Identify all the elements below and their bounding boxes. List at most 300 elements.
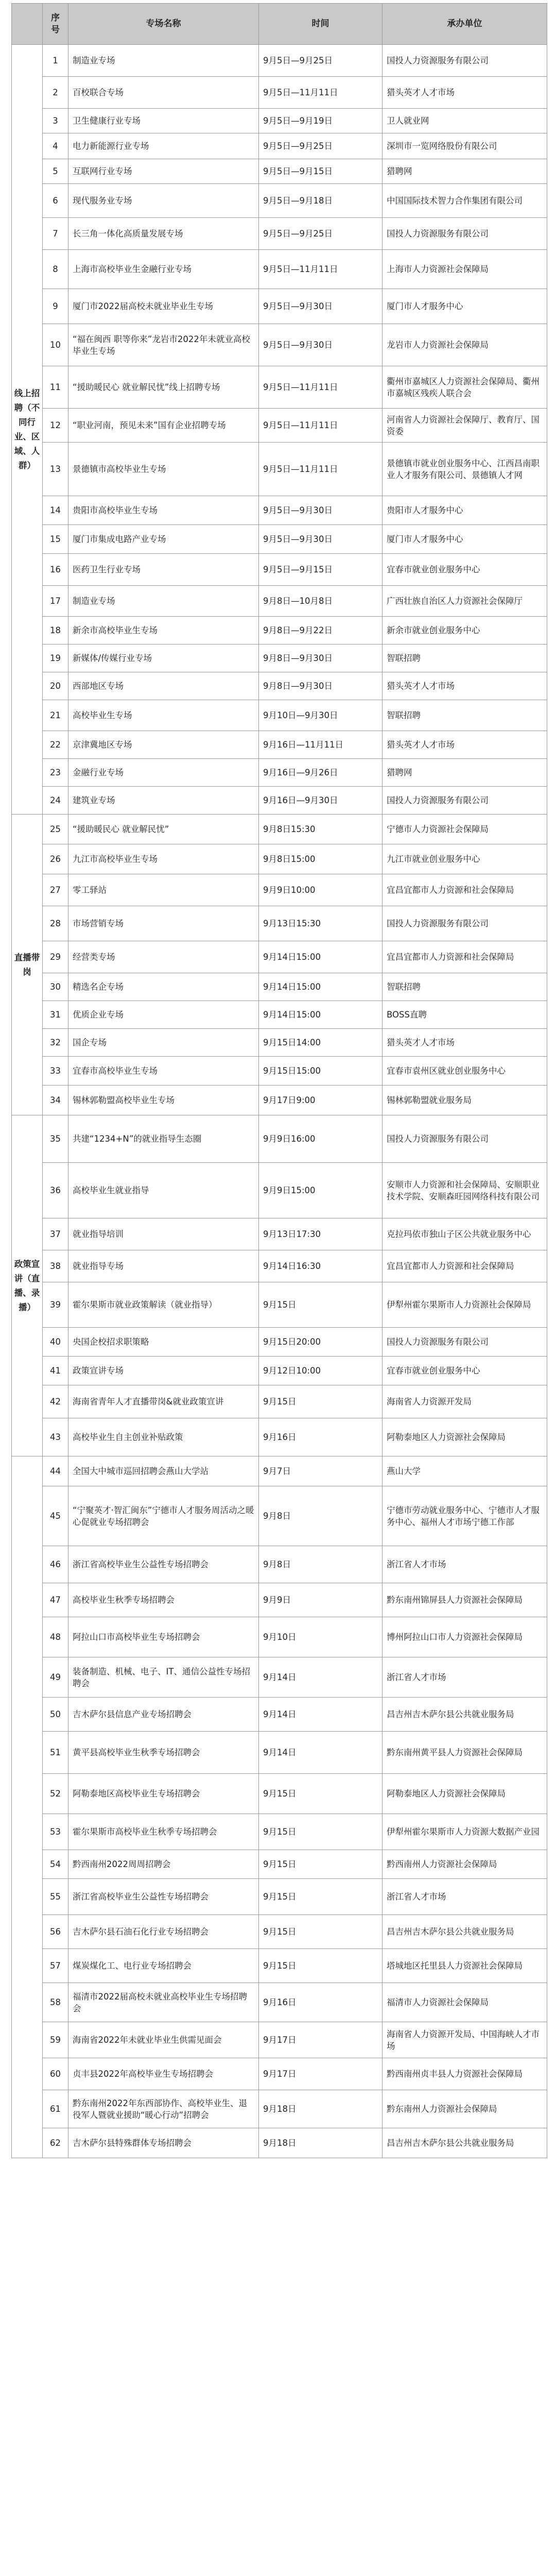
session-name: 黄平县高校毕业生秋季专场招聘会 (68, 1732, 259, 1774)
organizer: 海南省人力资源开发局 (383, 1385, 547, 1418)
session-name: 国企专场 (68, 1029, 259, 1057)
session-name: “职业河南，预见未来”国有企业招聘专场 (68, 409, 259, 443)
organizer: 浙江省人才市场 (383, 1879, 547, 1915)
session-name: 锡林郭勒盟高校毕业生专场 (68, 1086, 259, 1115)
session-time: 9月14日 (259, 1698, 383, 1732)
row-number: 51 (43, 1732, 68, 1774)
session-name: 装备制造、机械、电子、IT、通信公益性专场招聘会 (68, 1657, 259, 1698)
organizer: 燕山大学 (383, 1456, 547, 1486)
table-row (12, 2022, 547, 2058)
organizer: 智联招聘 (383, 700, 547, 731)
row-number: 24 (43, 787, 68, 815)
category-label: 直播带岗 (14, 952, 40, 977)
row-number: 55 (43, 1879, 68, 1915)
organizer: 浙江省人才市场 (383, 1546, 547, 1583)
session-time: 9月16日 (259, 1418, 383, 1456)
session-time: 9月17日9:00 (259, 1086, 383, 1115)
session-name: 就业指导专场 (68, 1250, 259, 1282)
session-time: 9月5日—11月11日 (259, 409, 383, 443)
row-number: 8 (43, 250, 68, 289)
organizer: 宁德市劳动就业服务中心、宁德市人才服务中心、福州人才市场宁德工作部 (383, 1486, 547, 1546)
organizer: 贵阳市人才服务中心 (383, 496, 547, 525)
session-time: 9月5日—11月11日 (259, 443, 383, 496)
row-number: 1 (43, 45, 68, 77)
table-row (12, 874, 547, 906)
session-time: 9月15日 (259, 1282, 383, 1328)
table-row (12, 1879, 547, 1915)
session-time: 9月9日10:00 (259, 874, 383, 906)
organizer: 国投人力资源服务有限公司 (383, 218, 547, 250)
row-number: 23 (43, 759, 68, 787)
table-row (12, 1814, 547, 1850)
table-row (12, 759, 547, 787)
organizer: 昌吉州吉木萨尔县公共就业服务局 (383, 2128, 547, 2158)
header-category (12, 4, 43, 45)
organizer: 阿勒泰地区人力资源社会保障局 (383, 1418, 547, 1456)
session-time: 9月13日17:30 (259, 1218, 383, 1250)
session-name: “宁聚英才·智汇闽东”宁德市人才服务周活动之暖心促就业专场招聘会 (68, 1486, 259, 1546)
session-time: 9月5日—9月19日 (259, 109, 383, 133)
table-row (12, 1282, 547, 1328)
organizer: 昌吉州吉木萨尔县公共就业服务局 (383, 1698, 547, 1732)
organizer: 黔西南州人力资源社会保障局 (383, 1850, 547, 1879)
session-name: 京津冀地区专场 (68, 731, 259, 759)
session-time: 9月8日—9月30日 (259, 645, 383, 672)
session-name: 优质企业专场 (68, 1001, 259, 1029)
session-name: 卫生健康行业专场 (68, 109, 259, 133)
organizer: 智联招聘 (383, 973, 547, 1001)
row-number: 9 (43, 289, 68, 324)
session-name: “援助暖民心 就业解民忧”线上招聘专场 (68, 366, 259, 409)
session-name: 医药卫生行业专场 (68, 554, 259, 586)
row-number: 38 (43, 1250, 68, 1282)
table-row (12, 1915, 547, 1949)
row-number: 16 (43, 554, 68, 586)
organizer: 伊犁州霍尔果斯市人力资源社会保障局 (383, 1282, 547, 1328)
session-name: 新媒体/传媒行业专场 (68, 645, 259, 672)
row-number: 47 (43, 1583, 68, 1617)
table-row (12, 1949, 547, 1983)
row-number: 4 (43, 133, 68, 159)
organizer: 塔城地区托里县人力资源社会保障局 (383, 1949, 547, 1983)
row-number: 35 (43, 1115, 68, 1163)
table-row (12, 973, 547, 1001)
session-name: 吉木萨尔县信息产业专场招聘会 (68, 1698, 259, 1732)
row-number: 39 (43, 1282, 68, 1328)
session-name: 上海市高校毕业生金融行业专场 (68, 250, 259, 289)
table-row (12, 496, 547, 525)
organizer: 国投人力资源服务有限公司 (383, 906, 547, 941)
row-number: 58 (43, 1983, 68, 2022)
organizer: 上海市人力资源社会保障局 (383, 250, 547, 289)
session-name: 贞丰县2022年高校毕业生专场招聘会 (68, 2058, 259, 2090)
organizer: 猎聘网 (383, 159, 547, 184)
row-number: 56 (43, 1915, 68, 1949)
table-row (12, 586, 547, 617)
session-name: 浙江省高校毕业生公益性专场招聘会 (68, 1546, 259, 1583)
header-number: 序号 (43, 4, 68, 45)
organizer: 猎头英才人才市场 (383, 731, 547, 759)
table-header-row (12, 4, 547, 45)
job-fair-schedule-table (11, 3, 547, 2158)
organizer: 伊犁州霍尔果斯市人力资源大数据产业园 (383, 1814, 547, 1850)
table-row (12, 700, 547, 731)
row-number: 60 (43, 2058, 68, 2090)
row-number: 54 (43, 1850, 68, 1879)
row-number: 30 (43, 973, 68, 1001)
session-time: 9月18日 (259, 2128, 383, 2158)
table-row (12, 159, 547, 184)
session-name: 共建“1234+N”的就业指导生态圈 (68, 1115, 259, 1163)
organizer: 深圳市一览网络股份有限公司 (383, 133, 547, 159)
organizer: 黔东南州人力资源社会保障局 (383, 2090, 547, 2128)
category-cell (12, 1456, 43, 2158)
session-name: 经营类专场 (68, 941, 259, 973)
organizer: 厦门市人才服务中心 (383, 525, 547, 554)
session-name: 长三角一体化高质量发展专场 (68, 218, 259, 250)
session-time: 9月5日—9月15日 (259, 159, 383, 184)
session-time: 9月16日—9月26日 (259, 759, 383, 787)
row-number: 31 (43, 1001, 68, 1029)
organizer: 宜春市就业创业服务中心 (383, 554, 547, 586)
table-row (12, 1057, 547, 1086)
table-row (12, 184, 547, 218)
table-row (12, 1357, 547, 1385)
session-time: 9月14日 (259, 1657, 383, 1698)
table-row (12, 2058, 547, 2090)
table-row (12, 1983, 547, 2022)
table-row (12, 1617, 547, 1657)
session-time: 9月10日—9月30日 (259, 700, 383, 731)
row-number: 33 (43, 1057, 68, 1086)
session-name: 高校毕业生自主创业补贴政策 (68, 1418, 259, 1456)
organizer: 中国国际技术智力合作集团有限公司 (383, 184, 547, 218)
row-number: 32 (43, 1029, 68, 1057)
organizer: 卫人就业网 (383, 109, 547, 133)
row-number: 52 (43, 1774, 68, 1814)
row-number: 26 (43, 844, 68, 874)
session-name: 精选名企专场 (68, 973, 259, 1001)
session-time: 9月14日15:00 (259, 941, 383, 973)
category-label: 线上招聘（不同行业、区域、人群） (14, 388, 40, 470)
organizer: 猎聘网 (383, 759, 547, 787)
table-row (12, 133, 547, 159)
table-row (12, 941, 547, 973)
organizer: 龙岩市人力资源社会保障局 (383, 324, 547, 366)
session-name: 阿勒泰地区高校毕业生专场招聘会 (68, 1774, 259, 1814)
session-time: 9月14日15:00 (259, 973, 383, 1001)
session-name: 新余市高校毕业生专场 (68, 617, 259, 645)
row-number: 48 (43, 1617, 68, 1657)
session-time: 9月13日15:30 (259, 906, 383, 941)
session-name: 景德镇市高校毕业生专场 (68, 443, 259, 496)
table-row (12, 1774, 547, 1814)
table-row (12, 787, 547, 815)
organizer: 克拉玛依市独山子区公共就业服务中心 (383, 1218, 547, 1250)
table-row (12, 844, 547, 874)
header-session-name: 专场名称 (68, 4, 259, 45)
table-row (12, 1001, 547, 1029)
session-time: 9月14日 (259, 1732, 383, 1774)
table-row (12, 1115, 547, 1163)
session-name: 霍尔果斯市就业政策解读（就业指导） (68, 1282, 259, 1328)
session-name: 零工驿站 (68, 874, 259, 906)
row-number: 37 (43, 1218, 68, 1250)
organizer: 安顺市人力资源和社会保障局、安顺职业技术学院、安顺森旺园网络科技有限公司 (383, 1163, 547, 1218)
table-row (12, 554, 547, 586)
session-time: 9月14日15:00 (259, 1001, 383, 1029)
session-time: 9月15日20:00 (259, 1328, 383, 1357)
session-time: 9月5日—11月11日 (259, 366, 383, 409)
session-name: 就业指导培训 (68, 1218, 259, 1250)
organizer: 广西壮族自治区人力资源社会保障厅 (383, 586, 547, 617)
session-name: 金融行业专场 (68, 759, 259, 787)
session-time: 9月5日—9月30日 (259, 496, 383, 525)
organizer: 景德镇市就业创业服务中心、江西昌南职业人才服务有限公司、景德镇人才网 (383, 443, 547, 496)
organizer: 宜春市就业创业服务中心 (383, 1357, 547, 1385)
session-time: 9月5日—11月11日 (259, 250, 383, 289)
organizer: 宁德市人力资源社会保障局 (383, 815, 547, 844)
session-name: 现代服务业专场 (68, 184, 259, 218)
table-row (12, 1698, 547, 1732)
row-number: 44 (43, 1456, 68, 1486)
session-time: 9月15日 (259, 1915, 383, 1949)
session-name: 阿拉山口市高校毕业生专场招聘会 (68, 1617, 259, 1657)
organizer: 猎头英才人才市场 (383, 77, 547, 109)
job-fair-schedule-document (11, 3, 547, 2158)
session-time: 9月15日 (259, 1814, 383, 1850)
table-row (12, 1486, 547, 1546)
organizer: 福清市人力资源社会保障局 (383, 1983, 547, 2022)
row-number: 22 (43, 731, 68, 759)
table-row (12, 815, 547, 844)
session-time: 9月5日—9月15日 (259, 554, 383, 586)
table-row (12, 218, 547, 250)
organizer: 宜春市袁州区就业创业服务中心 (383, 1057, 547, 1086)
table-row (12, 1163, 547, 1218)
row-number: 61 (43, 2090, 68, 2128)
session-time: 9月5日—11月11日 (259, 77, 383, 109)
session-name: 政策宣讲专场 (68, 1357, 259, 1385)
session-time: 9月7日 (259, 1456, 383, 1486)
session-time: 9月5日—9月30日 (259, 525, 383, 554)
session-time: 9月15日 (259, 1774, 383, 1814)
row-number: 29 (43, 941, 68, 973)
session-time: 9月8日 (259, 1546, 383, 1583)
session-time: 9月5日—9月18日 (259, 184, 383, 218)
session-time: 9月18日 (259, 2090, 383, 2128)
organizer: 海南省人力资源开发局、中国海峡人才市场 (383, 2022, 547, 2058)
row-number: 13 (43, 443, 68, 496)
table-row (12, 443, 547, 496)
organizer: 国投人力资源服务有限公司 (383, 1328, 547, 1357)
session-time: 9月15日 (259, 1850, 383, 1879)
organizer: 宜昌宜都市人力资源和社会保障局 (383, 941, 547, 973)
row-number: 7 (43, 218, 68, 250)
session-name: 西部地区专场 (68, 672, 259, 700)
session-time: 9月8日15:00 (259, 844, 383, 874)
table-row (12, 1657, 547, 1698)
session-time: 9月15日 (259, 1879, 383, 1915)
table-row (12, 289, 547, 324)
row-number: 25 (43, 815, 68, 844)
table-row (12, 1546, 547, 1583)
row-number: 20 (43, 672, 68, 700)
row-number: 2 (43, 77, 68, 109)
row-number: 21 (43, 700, 68, 731)
row-number: 42 (43, 1385, 68, 1418)
category-cell (12, 1115, 43, 1456)
table-row (12, 250, 547, 289)
table-row (12, 1583, 547, 1617)
row-number: 50 (43, 1698, 68, 1732)
session-name: 建筑业专场 (68, 787, 259, 815)
table-row (12, 906, 547, 941)
session-name: 霍尔果斯市高校毕业生秋季专场招聘会 (68, 1814, 259, 1850)
session-time: 9月8日 (259, 1486, 383, 1546)
session-name: 贵阳市高校毕业生专场 (68, 496, 259, 525)
table-row (12, 2128, 547, 2158)
table-row (12, 672, 547, 700)
category-label: 政策宣讲（直播、录播） (14, 1259, 40, 1312)
session-name: 高校毕业生秋季专场招聘会 (68, 1583, 259, 1617)
session-name: 互联网行业专场 (68, 159, 259, 184)
row-number: 53 (43, 1814, 68, 1850)
organizer: 国投人力资源服务有限公司 (383, 787, 547, 815)
table-row (12, 1385, 547, 1418)
organizer: 浙江省人才市场 (383, 1657, 547, 1698)
organizer: 新余市就业创业服务中心 (383, 617, 547, 645)
session-time: 9月16日—9月30日 (259, 787, 383, 815)
organizer: 博州阿拉山口市人力资源社会保障局 (383, 1617, 547, 1657)
table-row (12, 1086, 547, 1115)
session-name: 高校毕业生专场 (68, 700, 259, 731)
row-number: 18 (43, 617, 68, 645)
session-name: “福在闽西 职等你来”龙岩市2022年未就业高校毕业生专场 (68, 324, 259, 366)
organizer: 猎头英才人才市场 (383, 672, 547, 700)
session-time: 9月9日15:00 (259, 1163, 383, 1218)
session-time: 9月15日14:00 (259, 1029, 383, 1057)
session-name: 九江市高校毕业生专场 (68, 844, 259, 874)
table-row (12, 1029, 547, 1057)
table-row (12, 731, 547, 759)
table-row (12, 1250, 547, 1282)
session-name: 市场营销专场 (68, 906, 259, 941)
session-name: 高校毕业生就业指导 (68, 1163, 259, 1218)
table-row (12, 1218, 547, 1250)
organizer: 衢州市嘉城区人力资源社会保障局、衢州市嘉城区残疾人联合会 (383, 366, 547, 409)
organizer: 黔东南州黄平县人力资源社会保障局 (383, 1732, 547, 1774)
session-time: 9月5日—9月30日 (259, 289, 383, 324)
session-name: 制造业专场 (68, 45, 259, 77)
session-time: 9月8日—10月8日 (259, 586, 383, 617)
session-time: 9月12日10:00 (259, 1357, 383, 1385)
table-row (12, 617, 547, 645)
organizer: 宜昌宜都市人力资源和社会保障局 (383, 874, 547, 906)
table-row (12, 45, 547, 77)
table-row (12, 1732, 547, 1774)
session-name: 黔西南州2022周周招聘会 (68, 1850, 259, 1879)
row-number: 12 (43, 409, 68, 443)
table-row (12, 109, 547, 133)
table-row (12, 366, 547, 409)
session-name: 制造业专场 (68, 586, 259, 617)
table-row (12, 324, 547, 366)
session-name: 浙江省高校毕业生公益性专场招聘会 (68, 1879, 259, 1915)
session-time: 9月15日15:00 (259, 1057, 383, 1086)
row-number: 11 (43, 366, 68, 409)
table-row (12, 77, 547, 109)
session-time: 9月14日16:30 (259, 1250, 383, 1282)
row-number: 10 (43, 324, 68, 366)
organizer: 昌吉州吉木萨尔县公共就业服务局 (383, 1915, 547, 1949)
session-time: 9月5日—9月25日 (259, 45, 383, 77)
table-row (12, 2090, 547, 2128)
row-number: 49 (43, 1657, 68, 1698)
row-number: 34 (43, 1086, 68, 1115)
session-time: 9月15日 (259, 1949, 383, 1983)
session-name: 央国企校招求职策略 (68, 1328, 259, 1357)
session-name: 吉木萨尔县石油石化行业专场招聘会 (68, 1915, 259, 1949)
row-number: 57 (43, 1949, 68, 1983)
table-row (12, 645, 547, 672)
category-cell (12, 45, 43, 815)
organizer: BOSS直聘 (383, 1001, 547, 1029)
session-name: 海南省2022年未就业毕业生供需见面会 (68, 2022, 259, 2058)
organizer: 宜昌宜都市人力资源和社会保障局 (383, 1250, 547, 1282)
table-row (12, 1418, 547, 1456)
session-time: 9月8日—9月30日 (259, 672, 383, 700)
session-time: 9月10日 (259, 1617, 383, 1657)
session-time: 9月5日—9月25日 (259, 218, 383, 250)
session-name: 百校联合专场 (68, 77, 259, 109)
session-time: 9月16日—11月11日 (259, 731, 383, 759)
table-row (12, 1850, 547, 1879)
session-name: 电力新能源行业专场 (68, 133, 259, 159)
table-row (12, 1328, 547, 1357)
organizer: 锡林郭勒盟就业服务局 (383, 1086, 547, 1115)
header-time: 时间 (259, 4, 383, 45)
session-name: 黔东南州2022年东西部协作、高校毕业生、退役军人暨就业援助“暖心行动”招聘会 (68, 2090, 259, 2128)
row-number: 36 (43, 1163, 68, 1218)
organizer: 阿勒泰地区人力资源社会保障局 (383, 1774, 547, 1814)
session-name: 吉木萨尔县特殊群体专场招聘会 (68, 2128, 259, 2158)
row-number: 43 (43, 1418, 68, 1456)
session-time: 9月8日—9月22日 (259, 617, 383, 645)
row-number: 17 (43, 586, 68, 617)
session-name: 宜春市高校毕业生专场 (68, 1057, 259, 1086)
organizer: 国投人力资源服务有限公司 (383, 1115, 547, 1163)
table-row (12, 409, 547, 443)
session-time: 9月8日15:30 (259, 815, 383, 844)
session-name: 福清市2022届高校未就业高校毕业生专场招聘会 (68, 1983, 259, 2022)
row-number: 59 (43, 2022, 68, 2058)
organizer: 国投人力资源服务有限公司 (383, 45, 547, 77)
table-row (12, 525, 547, 554)
row-number: 40 (43, 1328, 68, 1357)
session-name: 海南省青年人才直播带岗&就业政策宣讲 (68, 1385, 259, 1418)
row-number: 19 (43, 645, 68, 672)
organizer: 黔东南州锦屏县人力资源社会保障局 (383, 1583, 547, 1617)
session-time: 9月15日 (259, 1385, 383, 1418)
session-time: 9月17日 (259, 2058, 383, 2090)
session-name: 煤炭煤化工、电行业专场招聘会 (68, 1949, 259, 1983)
session-name: 全国大中城市巡回招聘会燕山大学站 (68, 1456, 259, 1486)
row-number: 6 (43, 184, 68, 218)
row-number: 27 (43, 874, 68, 906)
organizer: 九江市就业创业服务中心 (383, 844, 547, 874)
session-time: 9月16日 (259, 1983, 383, 2022)
